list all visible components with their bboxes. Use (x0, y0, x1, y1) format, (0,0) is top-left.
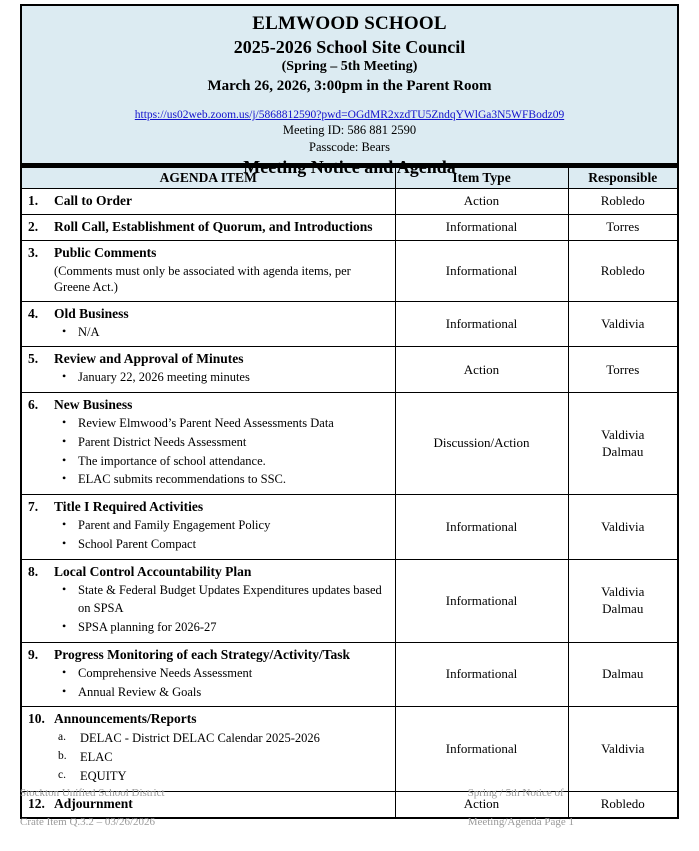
responsible-cell (568, 215, 678, 241)
agenda-item-cell (21, 495, 395, 560)
agenda-item-heading (28, 499, 389, 515)
list-item: • Review Elmwood’s Parent Need Assessments Data (62, 415, 334, 430)
school-name: ELMWOOD SCHOOL (252, 13, 447, 34)
agenda-item-heading (28, 564, 389, 580)
bullet-icon: • (62, 619, 67, 633)
bullet-icon: • (62, 517, 67, 531)
zoom-meeting-link[interactable]: https://us02web.zoom.us/j/5868812590?pwd=OGdMR2xzdTU5ZndqYWlGa3N5WFBodz09 (134, 108, 565, 121)
bullet-icon: • (62, 433, 67, 448)
item-type-cell: Informational (395, 642, 568, 707)
agenda-item-title: Adjournment (54, 795, 133, 811)
bullet-icon: • (62, 664, 67, 679)
item-type-cell: Informational (395, 559, 568, 642)
responsible-name: Torres (606, 361, 640, 377)
bullet-icon: • (62, 581, 67, 596)
agenda-item-heading (28, 245, 389, 261)
responsible-cell (568, 189, 678, 215)
agenda-item-heading (28, 647, 389, 663)
responsible-name: Torres (606, 219, 640, 235)
meeting-id: Meeting ID: 586 881 2590 (282, 123, 417, 138)
agenda-item-number: 7. (28, 499, 39, 514)
agenda-item-number: 6. (28, 397, 39, 412)
responsible-name: Dalmau (602, 666, 644, 682)
responsible-cell (568, 495, 678, 560)
responsible-name: Valdivia (601, 740, 645, 756)
agenda-item-number: 9. (28, 646, 39, 662)
table-row (21, 189, 678, 215)
meeting-datetime-location: March 26, 2026, 3:00pm in the Parent Room (207, 78, 492, 95)
agenda-item-title: Progress Monitoring of each Strategy/Activity/Task (54, 646, 350, 662)
agenda-item-bullet-list (28, 323, 389, 342)
bullet-icon: • (62, 471, 67, 486)
agenda-item-number: 4. (28, 305, 39, 321)
agenda-item-number: 5. (28, 351, 39, 367)
column-header-agenda-item: AGENDA ITEM (21, 167, 395, 189)
page-footer (20, 771, 679, 845)
list-item: • Comprehensive Needs Assessment (62, 664, 253, 680)
agenda-item-cell (21, 189, 395, 215)
list-item: • ELAC submits recommendations to SSC. (62, 471, 286, 487)
agenda-item-cell (21, 301, 395, 347)
item-type-cell: Informational (395, 495, 568, 560)
table-row (21, 559, 678, 642)
alpha-label: a. (58, 731, 66, 744)
agenda-item-bullet-list (28, 516, 389, 554)
alpha-label: c. (58, 768, 66, 781)
agenda-item-heading (28, 351, 389, 367)
list-item: • The importance of school attendance. (62, 452, 266, 468)
list-item: • Annual Review & Goals (62, 683, 202, 699)
agenda-item-number: 8. (28, 563, 39, 579)
responsible-name: Robledo (600, 262, 645, 278)
agenda-item-title: Roll Call, Establishment of Quorum, and Introductions (54, 219, 373, 234)
agenda-item-number: 3. (28, 245, 39, 260)
footer-district: Stockton Unified School District (20, 786, 165, 799)
item-type-cell: Action (395, 347, 568, 393)
list-item: • Parent District Needs Assessment (62, 433, 247, 449)
table-row (21, 495, 678, 560)
list-item: • January 22, 2026 meeting minutes (62, 369, 250, 385)
agenda-item-bullet-list (28, 368, 389, 387)
agenda-item-heading (28, 397, 389, 413)
footer-page-number: Meeting/Agenda Page 1 (467, 816, 574, 829)
agenda-item-cell (21, 215, 395, 241)
agenda-item-title: Review and Approval of Minutes (54, 351, 244, 367)
agenda-item-cell (21, 642, 395, 707)
list-item: • School Parent Compact (62, 535, 197, 551)
agenda-item-number: 2. (28, 219, 39, 234)
list-item: a. DELAC - District DELAC Calendar 2025-2026 (58, 731, 320, 746)
agenda-item-title: Announcements/Reports (54, 711, 197, 727)
table-row (21, 301, 678, 347)
agenda-item-title: New Business (54, 397, 133, 412)
footer-notice-label: Spring / 5th Notice of (467, 786, 564, 799)
responsible-name: Valdivia (601, 315, 645, 331)
alpha-label: b. (58, 750, 67, 762)
agenda-item-heading (28, 219, 389, 235)
agenda-item-cell (21, 393, 395, 495)
responsible-cell (568, 301, 678, 347)
responsible-name: Valdivia (601, 518, 645, 534)
footer-right (468, 771, 679, 845)
agenda-item-number: 12. (28, 795, 45, 811)
agenda-item-title: Old Business (54, 305, 129, 321)
agenda-item-cell (21, 241, 395, 302)
list-item: • State & Federal Budget Updates Expenditures updates based on SPSA (62, 581, 382, 616)
agenda-item-heading (28, 193, 389, 209)
document-title: Meeting Notice and Agenda (243, 157, 456, 178)
item-type-cell: Action (395, 791, 568, 818)
agenda-item-number: 10. (28, 711, 45, 727)
item-type-cell: Informational (395, 215, 568, 241)
responsible-name: Dalmau (602, 443, 644, 459)
table-row (21, 642, 678, 707)
item-type-cell: Informational (395, 301, 568, 347)
responsible-name: Robledo (600, 795, 645, 811)
list-item: c. EQUITY (58, 768, 127, 783)
list-item: b. ELAC (58, 750, 113, 764)
item-type-cell: Discussion/Action (395, 393, 568, 495)
agenda-page (0, 4, 699, 851)
responsible-cell (568, 393, 678, 495)
agenda-item-bullet-list (28, 664, 389, 702)
column-header-item-type: Item Type (395, 167, 568, 189)
agenda-item-title: Public Comments (54, 245, 157, 260)
agenda-item-number: 1. (28, 193, 39, 208)
item-type-cell: Action (395, 189, 568, 215)
responsible-cell (568, 241, 678, 302)
agenda-table-body (21, 189, 678, 818)
responsible-cell (568, 559, 678, 642)
agenda-item-title: Title I Required Activities (54, 499, 204, 514)
bullet-icon: • (62, 535, 67, 550)
footer-left (20, 771, 165, 845)
bullet-icon: • (62, 683, 67, 698)
agenda-item-title: Local Control Accountability Plan (54, 563, 252, 579)
table-row (21, 241, 678, 302)
table-row (21, 393, 678, 495)
meeting-label: (Spring – 5th Meeting) (281, 59, 418, 75)
agenda-item-bullet-list (28, 414, 389, 489)
responsible-cell (568, 347, 678, 393)
agenda-item-title: Call to Order (54, 193, 132, 208)
agenda-item-heading (28, 711, 389, 727)
bullet-icon: • (62, 415, 67, 429)
table-row (21, 215, 678, 241)
agenda-item-cell (21, 347, 395, 393)
footer-crate-item: Crate Item Q.3.2 – 03/26/2026 (20, 816, 156, 829)
agenda-item-note: (Comments must only be associated with agenda items, per Greene Act.) (54, 264, 351, 295)
responsible-name: Valdivia (601, 427, 645, 443)
bullet-icon: • (62, 452, 67, 467)
list-item: • SPSA planning for 2026-27 (62, 619, 217, 634)
agenda-item-heading (28, 306, 389, 322)
responsible-name: Valdivia (601, 584, 645, 600)
list-item: • Parent and Family Engagement Policy (62, 517, 271, 532)
agenda-item-bullet-list (28, 581, 389, 637)
agenda-table (20, 166, 679, 819)
bullet-icon: • (62, 369, 67, 384)
council-year: 2025-2026 School Site Council (233, 36, 466, 57)
table-row (21, 347, 678, 393)
responsible-name: Robledo (600, 193, 645, 209)
bullet-icon: • (62, 323, 67, 338)
meeting-passcode: Passcode: Bears (309, 140, 390, 155)
item-type-cell: Informational (395, 707, 568, 791)
responsible-name: Dalmau (602, 600, 644, 616)
agenda-item-cell (21, 559, 395, 642)
column-header-responsible: Responsible (568, 167, 678, 189)
list-item: • N/A (62, 323, 100, 339)
responsible-cell (568, 642, 678, 707)
item-type-cell: Informational (395, 241, 568, 302)
